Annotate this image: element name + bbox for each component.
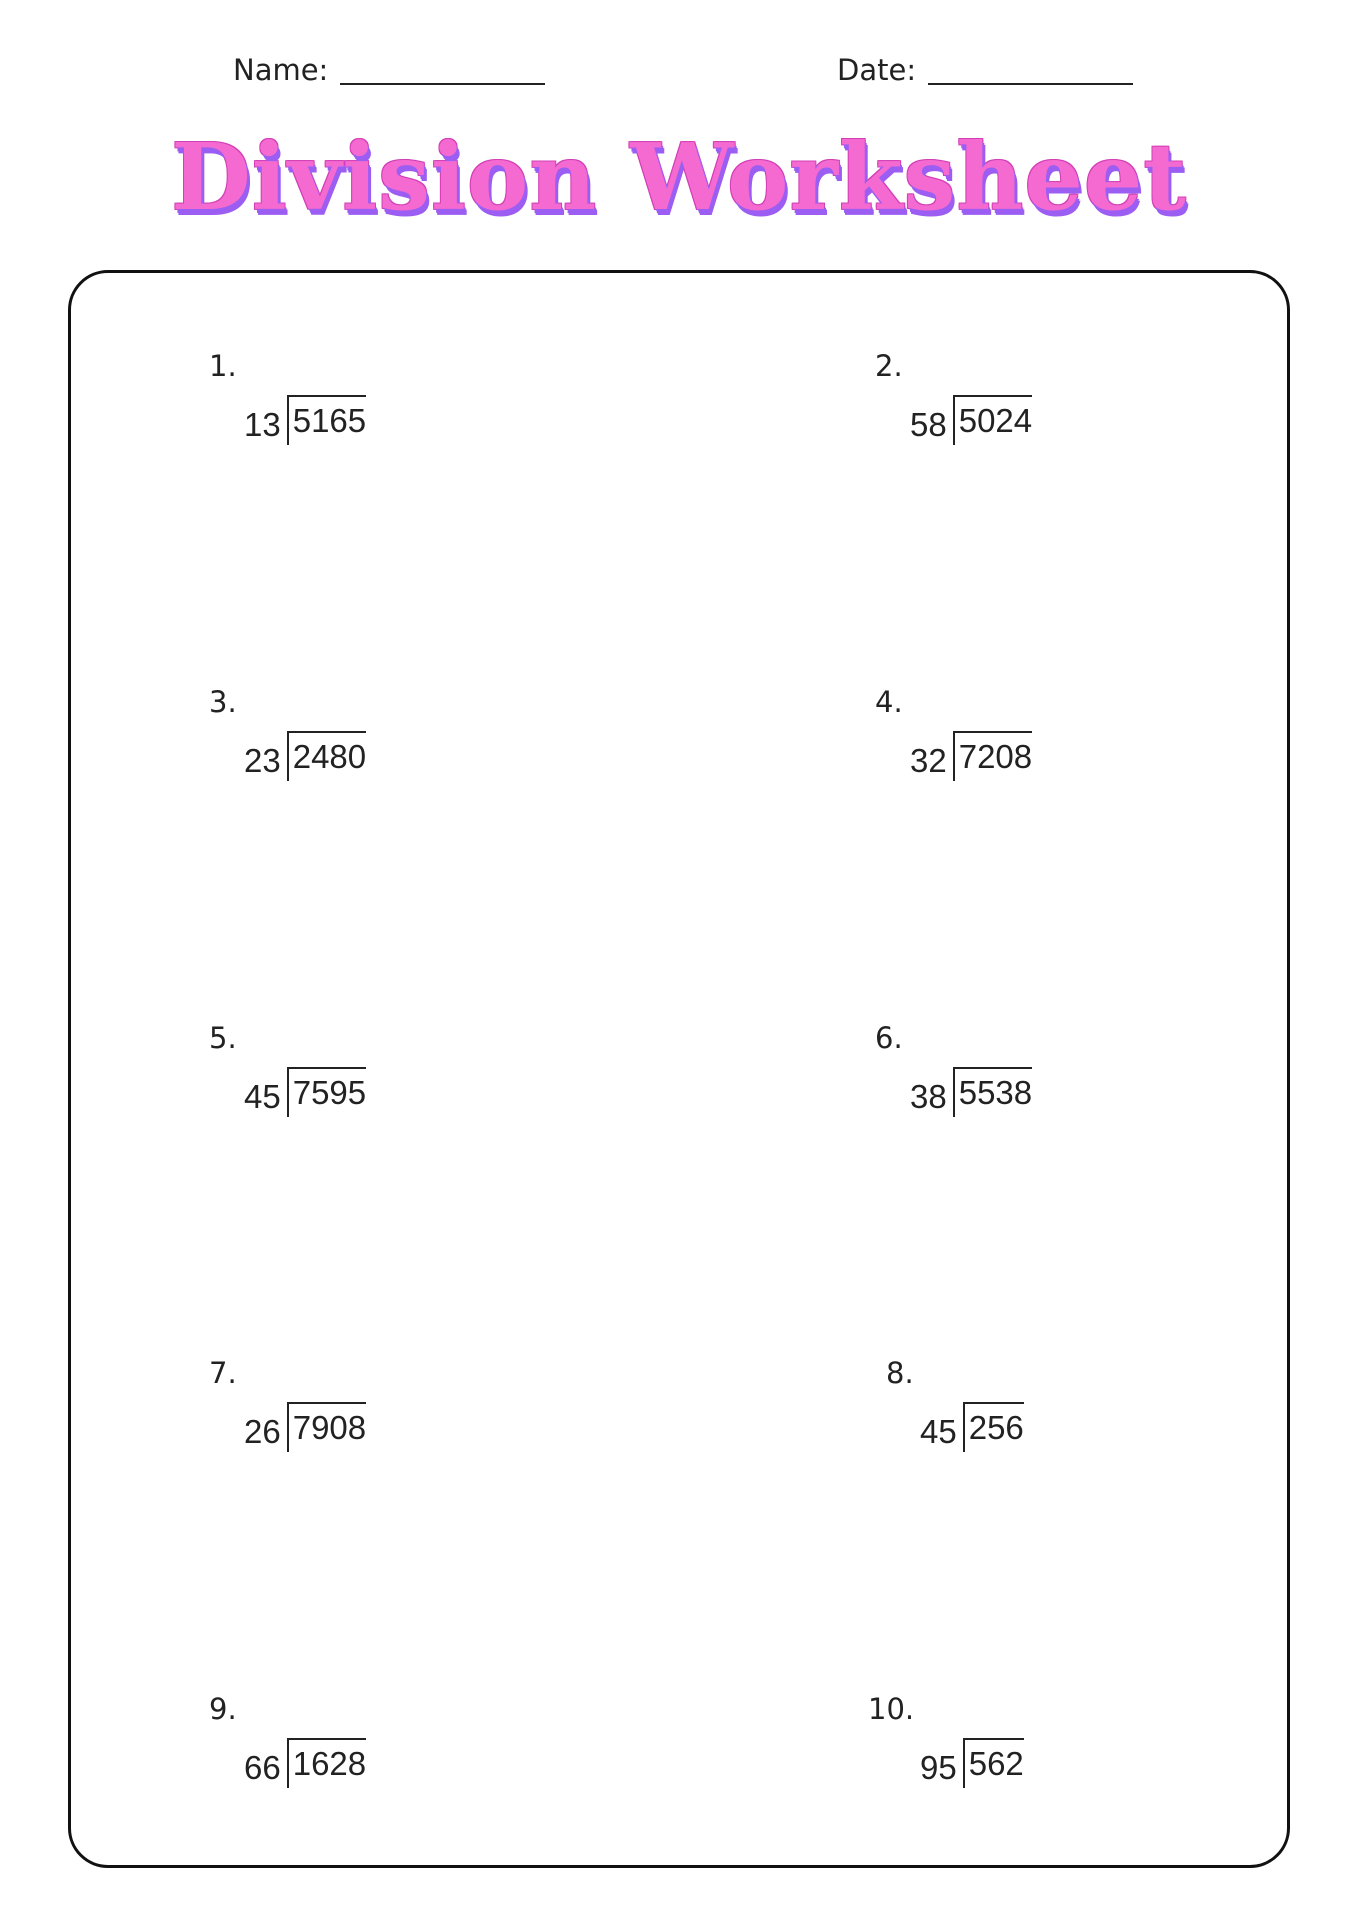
- problem-3: [209, 685, 469, 795]
- dividend: 7208: [953, 731, 1032, 781]
- long-division: [244, 1402, 366, 1452]
- problem-7: [209, 1356, 469, 1466]
- problem-1: [209, 349, 469, 459]
- date-field: [837, 50, 1133, 90]
- divisor: 66: [244, 1749, 281, 1786]
- dividend: 2480: [287, 731, 366, 781]
- problem-number: 8.: [886, 1356, 914, 1390]
- name-blank[interactable]: [340, 83, 545, 85]
- long-division: [244, 731, 366, 781]
- long-division: [910, 395, 1032, 445]
- problem-9: [209, 1692, 469, 1802]
- name-label: Name:: [233, 53, 329, 87]
- dividend: 1628: [287, 1738, 366, 1788]
- problem-number: 9.: [209, 1692, 237, 1726]
- dividend: 562: [963, 1738, 1024, 1788]
- long-division: [910, 1067, 1032, 1117]
- divisor: 58: [910, 406, 947, 443]
- divisor: 13: [244, 406, 281, 443]
- divisor: 26: [244, 1413, 281, 1450]
- divisor: 45: [920, 1413, 957, 1450]
- problem-10: [868, 1692, 1128, 1802]
- divisor: 38: [910, 1078, 947, 1115]
- problem-number: 7.: [209, 1356, 237, 1390]
- divisor: 95: [920, 1749, 957, 1786]
- long-division: [244, 1738, 366, 1788]
- problems-panel: [68, 270, 1290, 1868]
- problem-6: [875, 1021, 1135, 1131]
- problem-2: [875, 349, 1135, 459]
- date-label: Date:: [837, 53, 917, 87]
- problem-number: 3.: [209, 685, 237, 719]
- dividend: 7595: [287, 1067, 366, 1117]
- dividend: 5538: [953, 1067, 1032, 1117]
- dividend: 5024: [953, 395, 1032, 445]
- worksheet-title: Division Worksheet: [171, 123, 1187, 231]
- divisor: 23: [244, 742, 281, 779]
- problem-number: 10.: [868, 1692, 915, 1726]
- dividend: 7908: [287, 1402, 366, 1452]
- date-blank[interactable]: [928, 83, 1133, 85]
- long-division: [244, 1067, 366, 1117]
- dividend: 5165: [287, 395, 366, 445]
- long-division: [910, 731, 1032, 781]
- long-division: [920, 1738, 1024, 1788]
- problem-number: 2.: [875, 349, 903, 383]
- problem-8: [886, 1356, 1146, 1466]
- long-division: [920, 1402, 1024, 1452]
- divisor: 45: [244, 1078, 281, 1115]
- problem-5: [209, 1021, 469, 1131]
- problem-number: 1.: [209, 349, 237, 383]
- long-division: [244, 395, 366, 445]
- dividend: 256: [963, 1402, 1024, 1452]
- problem-number: 6.: [875, 1021, 903, 1055]
- problem-number: 4.: [875, 685, 903, 719]
- problem-4: [875, 685, 1135, 795]
- name-field: [233, 50, 545, 90]
- divisor: 32: [910, 742, 947, 779]
- problem-number: 5.: [209, 1021, 237, 1055]
